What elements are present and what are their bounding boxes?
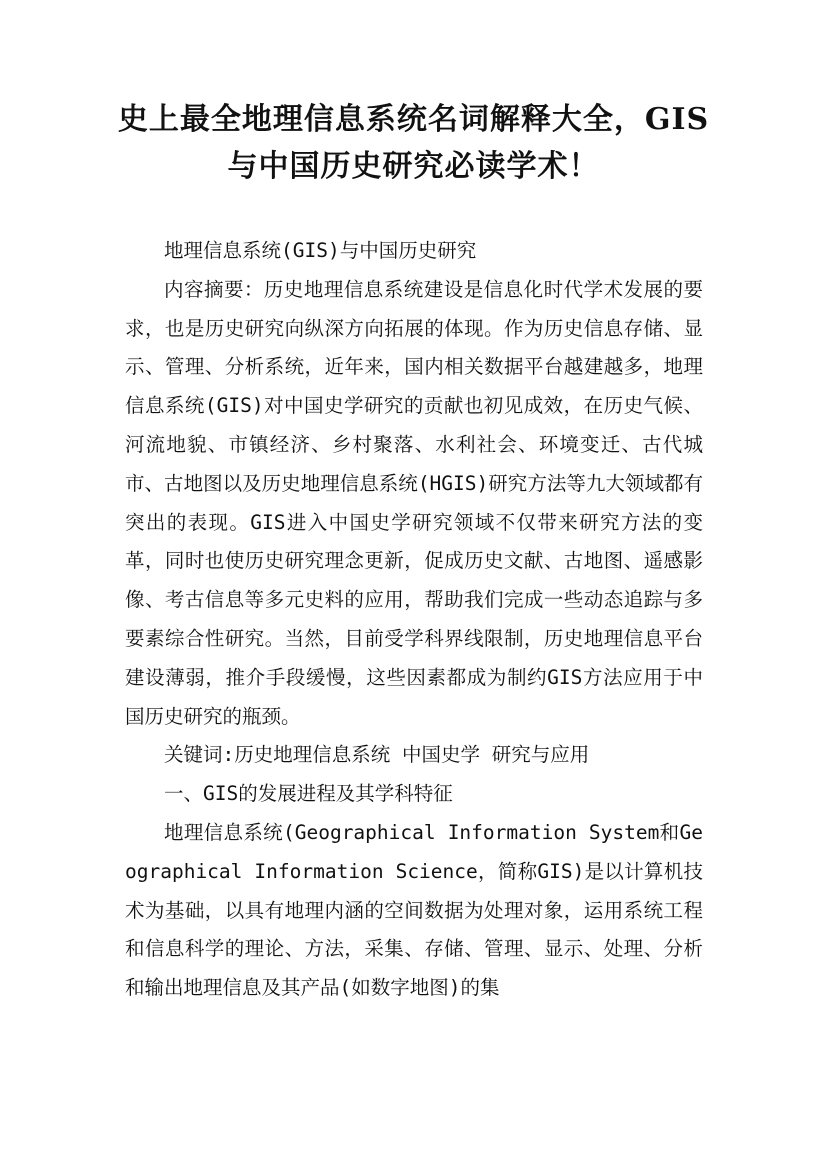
- keywords-paragraph: 关键词:历史地理信息系统 中国史学 研究与应用: [164, 743, 590, 767]
- abstract-paragraph: 内容摘要：历史地理信息系统建设是信息化时代学术发展的要求，也是历史研究向纵深方向拓展的体现。作为历史信息存储、显示、管理、分析系统，近年来，国内相关数据平台越建越多，地理信息系统(GIS)对中国史学研究的贡献也初见成效，在历史气候、河流地貌、市镇经济、乡村聚落、水利社会、环境变迁、古代城市、古地图以及历史地理信息系统(HGIS)研究方法等九大领域都有突出的表现。GIS进入中国史学研究领域不仅带来研究方法的变革，同时也使历史研究理念更新，促成历史文献、古地图、遥感影像、考古信息等多元史料的应用，帮助我们完成一些动态追踪与多要素综合性研究。当然，目前受学科界线限制，历史地理信息平台建设薄弱，推介手段缓慢，这些因素都成为制约GIS方法应用于中国历史研究的瓶颈。: [125, 277, 703, 728]
- body-paragraph: 地理信息系统(Geographical Information System和Geographical Information Science，简称GIS)是以计算机技术为基础，以具有地理内涵的空间数据为处理对象，运用系统工程和信息科学的理论、方法，采集、存储、管理、显示、处理、分析和输出地理信息及其产品(如数字地图)的集: [125, 820, 703, 1000]
- chapter-heading: 一、GIS的发展进程及其学科特征: [164, 782, 453, 806]
- section-heading: 地理信息系统(GIS)与中国历史研究: [164, 239, 477, 262]
- document-body: [125, 232, 703, 1008]
- document-title: [100, 96, 727, 190]
- title-line-1: 史上最全地理信息系统名词解释大全，GIS: [117, 102, 710, 137]
- title-line-2: 与中国历史研究必读学术！: [227, 149, 600, 184]
